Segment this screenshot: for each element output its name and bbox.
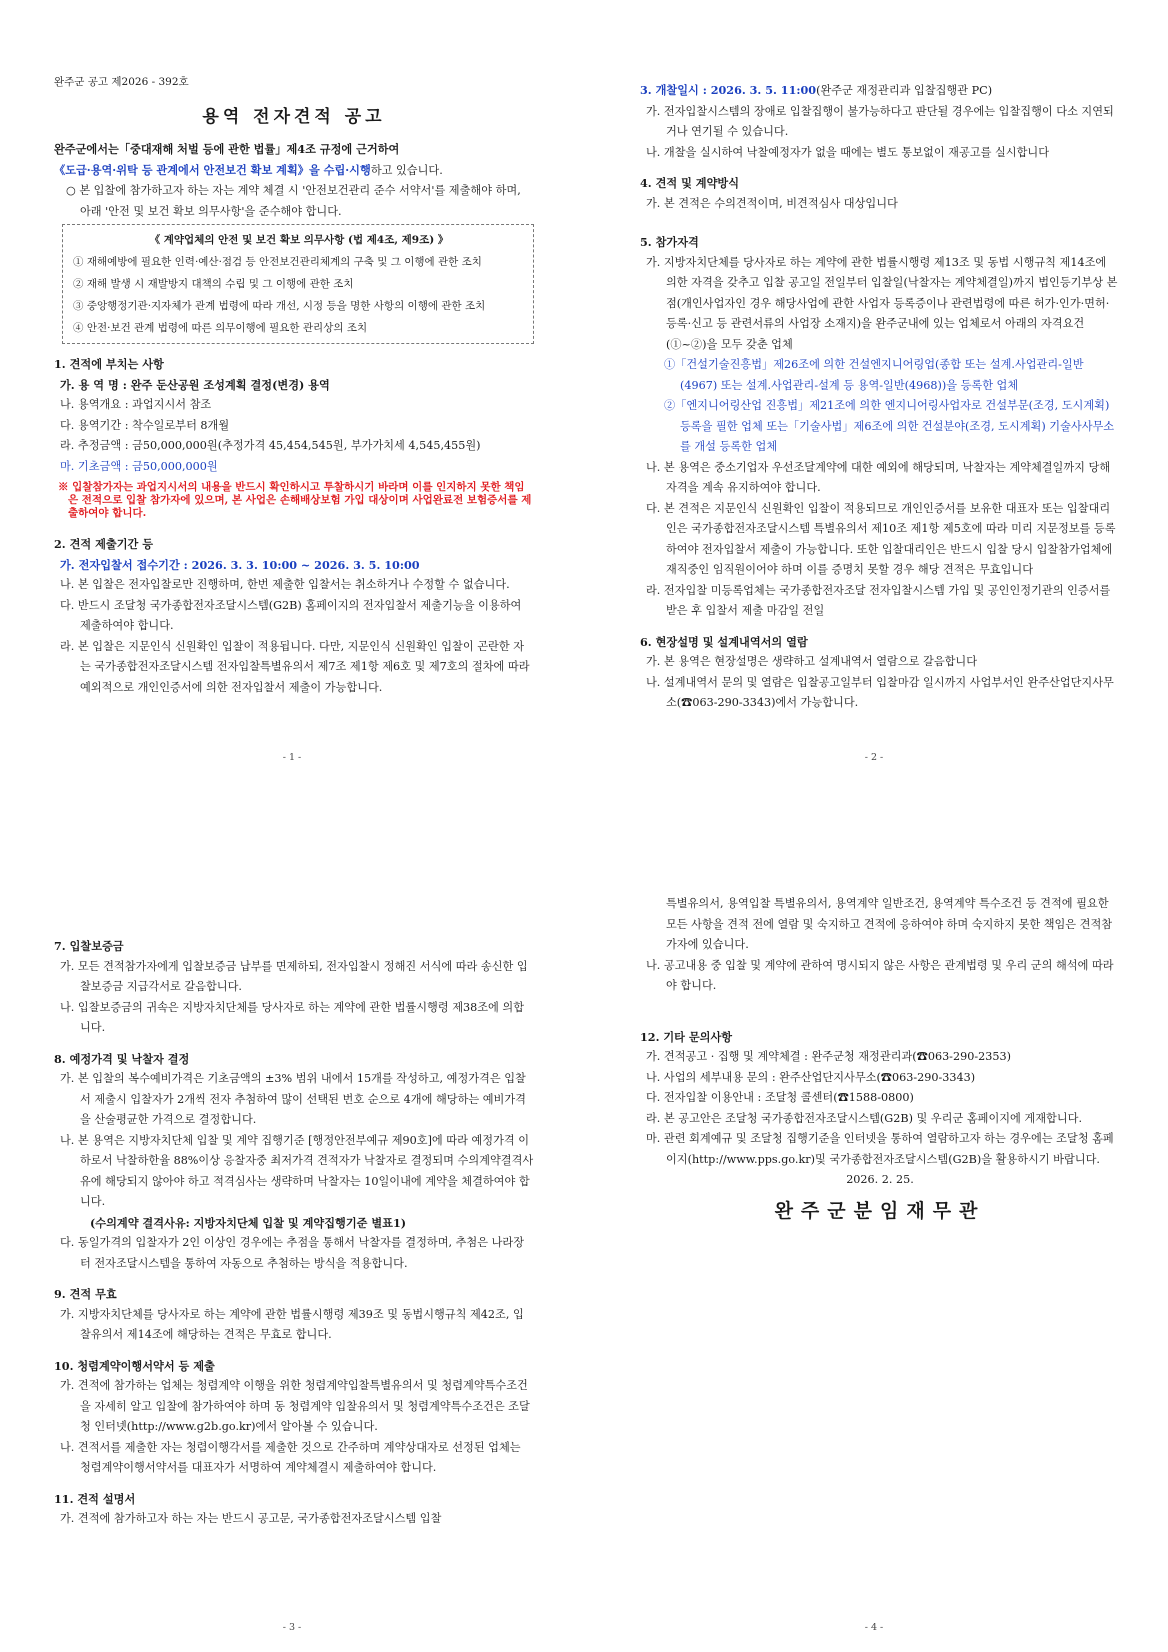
s5-req-2: ②「엔지니어링산업 진흥법」제21조에 의한 엔지니어링사업자로 건설부문(조경, 도시계획) 등록을 필한 업체 또는「기술사법」제6조에 의한 건설분야(조경, 도시계획) 기술사사무소를 개설 등록한 업체 bbox=[664, 399, 1115, 453]
page-number: - 1 - bbox=[282, 752, 302, 763]
s6-item-b: 나. 설계내역서 문의 및 열람은 입찰공고일부터 입찰마감 일시까지 사업부서인 완주산업단지사무소(☎063-290-3343)에서 가능합니다. bbox=[646, 675, 1114, 709]
section-4-heading: 4. 견적 및 계약방식 bbox=[640, 176, 740, 190]
section-3-heading bbox=[640, 80, 1120, 102]
intro-line-1: 완주군에서는「중대재해 처벌 등에 관한 법률」제4조 규정에 근거하여 bbox=[54, 142, 400, 156]
page-number: - 3 - bbox=[282, 1622, 302, 1633]
s12-item-a: 가. 견적공고 · 집행 및 계약체결 : 완주군청 재정관리과(☎063-290-2353) bbox=[646, 1050, 1011, 1063]
s5-item-a: 가. 지방자치단체를 당사자로 하는 계약에 관한 법률시행령 제13조 및 동법 시행규칙 제14조에 의한 자격을 갖추고 입찰 공고일 전일부터 입찰일(낙찰자는 계약체결일)까지 법인등기부상 본점(개인사업자인 경우 해당사업에 관한 사업자 등록증이나 관련법령에 따른 허가·인가·면허·등록·신고 등 관련서류의 사업장 소재지)을 완주군내에 있는 업체로서 아래의 자격요건(①~②)을 모두 갖춘 업체 bbox=[646, 255, 1118, 351]
s11-item-b: 나. 공고내용 중 입찰 및 계약에 관하여 명시되지 않은 사항은 관계법령 및 우리 군의 해석에 따라야 합니다. bbox=[646, 958, 1114, 992]
s11-item-a-continued: 특별유의서, 용역입찰 특별유의서, 용역계약 일반조건, 용역계약 특수조건 등 견적에 필요한 모든 사항을 견적 전에 열람 및 숙지하고 견적에 응하여야 하며 숙지하지 못한 책임은 견적참가자에 있습니다. bbox=[666, 897, 1113, 951]
s4-item-a: 가. 본 견적은 수의견적이며, 비견적심사 대상입니다 bbox=[646, 196, 898, 210]
section-1-heading: 1. 견적에 부치는 사항 bbox=[54, 357, 164, 371]
page-2-column bbox=[640, 80, 1120, 714]
duty-box bbox=[62, 224, 534, 344]
section-9-heading: 9. 견적 무효 bbox=[54, 1287, 117, 1301]
s2-item-b: 나. 본 입찰은 전자입찰로만 진행하며, 한번 제출한 입찰서는 취소하거나 수정할 수 없습니다. bbox=[60, 578, 510, 591]
duty-item: ① 재해예방에 필요한 인력·예산·점검 등 안전보건관리체계의 구축 및 그 이행에 관한 조치 bbox=[73, 256, 482, 268]
s1-warning: ※ 입찰참가자는 과업지시서의 내용을 반드시 확인하시고 투찰하시기 바라며 이를 인지하지 못한 책임은 전적으로 입찰 참가자에 있으며, 본 사업은 손해배상보험 가입 대상이며 사업완료전 보험증서를 제출하여야 합니다. bbox=[58, 481, 532, 519]
s3-item-a: 가. 전자입찰시스템의 장애로 입찰집행이 불가능하다고 판단될 경우에는 입찰집행이 다소 지연되거나 연기될 수 있습니다. bbox=[646, 104, 1114, 138]
intro-block bbox=[54, 139, 534, 222]
s12-item-e: 마. 관련 회계예규 및 조달청 집행기준을 인터넷을 통하여 열람하고자 하는 경우에는 조달청 홈페이지(http://www.pps.go.kr)및 국가종합전자조달시스템(G2B)을 활용하시기 바랍니다. bbox=[646, 1132, 1114, 1166]
s7-item-b: 나. 입찰보증금의 귀속은 지방자치단체를 당사자로 하는 계약에 관한 법률시행령 제38조에 의합니다. bbox=[60, 1000, 525, 1034]
s3-opening-time: 3. 개찰일시 : 2026. 3. 5. 11:00 bbox=[640, 83, 817, 97]
s10-item-b: 나. 견적서를 제출한 자는 청렴이행각서를 제출한 것으로 간주하며 계약상대자로 선정된 업체는 청렴계약이행서약서를 대표자가 서명하여 계약체결시 제출하여야 합니다. bbox=[60, 1440, 521, 1474]
page-3-column bbox=[54, 936, 534, 1530]
doc-number: 완주군 공고 제2026 - 392호 bbox=[54, 76, 189, 88]
page-title: 용역 전자견적 공고 bbox=[202, 106, 386, 127]
s1-service-name: 가. 용 역 명 : 완주 둔산공원 조성계획 결정(변경) 용역 bbox=[60, 377, 330, 392]
s5-item-d: 라. 전자입찰 미등록업체는 국가종합전자조달 전자입찰시스템 가입 및 공인인정기관의 인증서를 받은 후 입찰서 제출 마감일 전일 bbox=[646, 583, 1111, 617]
s5-item-b: 나. 본 용역은 중소기업자 우선조달계약에 대한 예외에 해당되며, 낙찰자는 계약체결일까지 당해 자격을 계속 유지하여야 합니다. bbox=[646, 460, 1111, 494]
intro-line-3: ○ 본 입찰에 참가하고자 하는 자는 계약 체결 시 '안전보건관리 준수 서약서'를 제출해야 하며, 아래 '안전 및 보건 확보 의무사항'을 준수해야 합니다. bbox=[66, 184, 521, 218]
s5-req-1: ①「건설기술진흥법」제26조에 의한 건설엔지니어링업(종합 또는 설계.사업관리-일반(4967) 또는 설계.사업관리-설계 등 용역-일반(4968))을 등록한 업체 bbox=[664, 358, 1084, 392]
s12-item-d: 라. 본 공고안은 조달청 국가종합전자조달시스템(G2B) 및 우리군 홈페이지에 게재합니다. bbox=[646, 1111, 1083, 1125]
section-11-heading: 11. 견적 설명서 bbox=[54, 1491, 136, 1506]
section-6-heading: 6. 현장설명 및 설계내역서의 열람 bbox=[640, 634, 808, 649]
s2-item-d: 라. 본 입찰은 지문인식 신원확인 입찰이 적용됩니다. 다만, 지문인식 신원확인 입찰이 곤란한 자는 국가종합전자조달시스템 전자입찰특별유의서 제7조 제1항 제6호 및 제7호의 절차에 따라 예외적으로 개인인증서에 의한 전자입찰서 제출이 가능합니다. bbox=[60, 639, 530, 694]
s1-period: 다. 용역기간 : 착수일로부터 8개월 bbox=[60, 418, 230, 432]
s3-location: (완주군 재정관리과 입찰집행관 PC) bbox=[816, 84, 993, 97]
notice-date: 2026. 2. 25. bbox=[846, 1173, 914, 1186]
duty-item: ② 재해 발생 시 재발방지 대책의 수립 및 그 이행에 관한 조치 bbox=[73, 278, 354, 290]
duty-item: ③ 중앙행정기관·지자체가 관계 법령에 따라 개선, 시정 등을 명한 사항의 이행에 관한 조치 bbox=[73, 300, 486, 312]
s7-item-a: 가. 모든 견적참가자에게 입찰보증금 납부를 면제하되, 전자입찰시 정해진 서식에 따라 송신한 입찰보증금 지급각서로 갈음합니다. bbox=[60, 959, 528, 993]
section-7-heading: 7. 입찰보증금 bbox=[54, 939, 124, 953]
duty-item: ④ 안전·보건 관계 법령에 따른 의무이행에 필요한 관리상의 조치 bbox=[73, 322, 368, 334]
intro-line-2 bbox=[54, 160, 534, 182]
s1-base-amount: 마. 기초금액 : 금50,000,000원 bbox=[60, 459, 218, 473]
section-10-heading: 10. 청렴계약이행서약서 등 제출 bbox=[54, 1358, 215, 1373]
s2-bid-period: 가. 전자입찰서 접수기간 : 2026. 3. 3. 10:00 ~ 2026. 3. 5. 10:00 bbox=[60, 557, 420, 572]
duty-box-heading: 《 계약업체의 안전 및 보건 확보 의무사항 (법 제4조, 제9조) 》 bbox=[149, 234, 449, 246]
s1-estimated-amount: 라. 추정금액 : 금50,000,000원(추정가격 45,454,545원, 부가가치세 4,545,455원) bbox=[60, 439, 481, 452]
s3-item-b: 나. 개찰을 실시하여 낙찰예정자가 없을 때에는 별도 통보없이 재공고를 실시합니다 bbox=[646, 145, 1050, 159]
page-4-column bbox=[640, 894, 1120, 1221]
s2-item-c: 다. 반드시 조달청 국가종합전자조달시스템(G2B) 홈페이지의 전자입찰서 제출기능을 이용하여 제출하여야 합니다. bbox=[60, 598, 522, 632]
page-number: - 4 - bbox=[864, 1622, 884, 1633]
section-5-heading: 5. 참가자격 bbox=[640, 235, 699, 249]
s12-item-c: 다. 전자입찰 이용안내 : 조달청 콜센터(☎1588-0800) bbox=[646, 1091, 914, 1104]
s11-item-a: 가. 견적에 참가하고자 하는 자는 반드시 공고문, 국가종합전자조달시스템 입찰 bbox=[60, 1512, 442, 1525]
s5-item-c: 다. 본 견적은 지문인식 신원확인 입찰이 적용되므로 개인인증서를 보유한 대표자 또는 입찰대리인은 국가종합전자조달시스템 특별유의서 제10조 제1항 제5호에 따라 미리 지문정보를 등록하여야 전자입찰서 제출이 가능합니다. 또한 입찰대리인은 반드시 입찰 당시 입찰참가업체에 재직중인 임직원이어야 하며 이를 증명치 못할 경우 해당 견적은 무효입니다 bbox=[646, 501, 1116, 576]
s1-overview: 나. 용역개요 : 과업지시서 참조 bbox=[60, 398, 212, 411]
section-8-heading: 8. 예정가격 및 낙찰자 결정 bbox=[54, 1051, 190, 1066]
section-2-heading: 2. 견적 제출기간 등 bbox=[54, 537, 154, 551]
s10-item-a: 가. 견적에 참가하는 업체는 청렴계약 이행을 위한 청렴계약입찰특별유의서 및 청렴계약특수조건을 자세히 알고 입찰에 참가하여야 하며 동 청렴계약 입찰유의서 및 청렴계약특수조건은 조달청 인터넷(http://www.g2b.go.kr)에서 알아볼 수 있습니다. bbox=[60, 1379, 530, 1433]
s8-item-c: 다. 동일가격의 입찰자가 2인 이상인 경우에는 추점을 통해서 낙찰자를 결정하며, 추첨은 나라장터 전자조달시스템을 통하여 자동으로 추첨하는 방식을 적용합니다. bbox=[60, 1236, 525, 1270]
s6-item-a: 가. 본 용역은 현장설명은 생략하고 설계내역서 열람으로 갈음합니다 bbox=[646, 655, 978, 668]
s12-item-b: 나. 사업의 세부내용 문의 : 완주산업단지사무소(☎063-290-3343) bbox=[646, 1070, 976, 1084]
page-1-column bbox=[54, 72, 534, 698]
page-number: - 2 - bbox=[864, 752, 884, 763]
s8-note: (수의계약 결격사유: 지방자치단체 입찰 및 계약집행기준 별표1) bbox=[90, 1215, 407, 1230]
s8-item-a: 가. 본 입찰의 복수예비가격은 기초금액의 ±3% 범위 내에서 15개를 작성하고, 예정가격은 입찰서 제출시 입찰자가 2개씩 전자 추첨하여 많이 선택된 번호 순으로 4개에 해당하는 예비가격을 산술평균한 가격으로 결정합니다. bbox=[60, 1072, 526, 1126]
s8-item-b: 나. 본 용역은 지방자치단체 입찰 및 계약 집행기준 [행정안전부예규 제90호]에 따라 예정가격 이하로서 낙찰하한율 88%이상 응찰자중 최저가격 견적자가 낙찰자로 결정되며 수의계약결격사유에 해당되지 않아야 하고 적격심사는 생략하며 낙찰자는 10일이내에 계약을 체결하여야 합니다. bbox=[60, 1133, 534, 1208]
section-12-heading: 12. 기타 문의사항 bbox=[640, 1029, 733, 1044]
intro-line-2-rest: 하고 있습니다. bbox=[370, 163, 443, 177]
intro-plan-title: 《도급·용역·위탁 등 관계에서 안전보건 확보 계획》을 수립·시행 bbox=[54, 162, 371, 177]
signature: 완주군분임재무관 bbox=[774, 1199, 986, 1222]
s9-item-a: 가. 지방자치단체를 당사자로 하는 계약에 관한 법률시행령 제39조 및 동법시행규칙 제42조, 입찰유의서 제14조에 해당하는 견적은 무효로 합니다. bbox=[60, 1307, 524, 1341]
